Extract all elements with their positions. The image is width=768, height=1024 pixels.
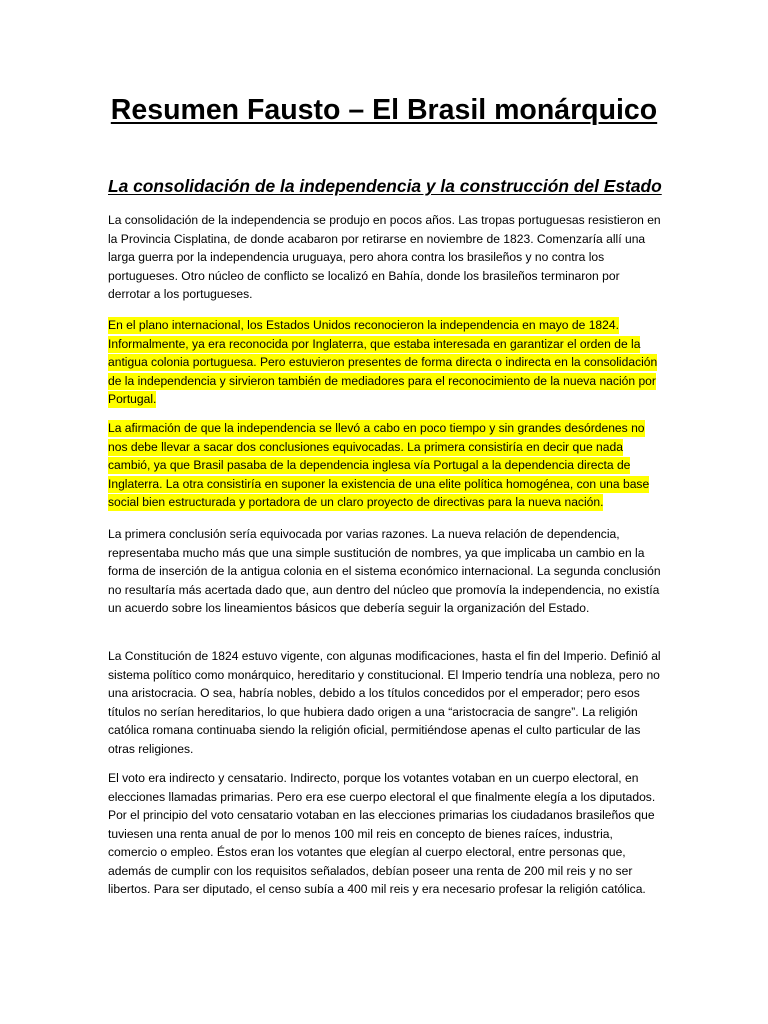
paragraph xyxy=(108,769,661,899)
paragraph xyxy=(108,647,661,758)
page-title: Resumen Fausto – El Brasil monárquico xyxy=(110,94,658,126)
paragraph-text: La consolidación de la independencia se produjo en pocos años. Las tropas portuguesas resistieron en la Provincia Cisplatina, de donde acabaron por retirarse en noviembre de 1823. Comenzaría allí una larga guerra por la independencia uruguaya, pero ahora contra los brasileños y no contra los portugueses. Otro núcleo de conflicto se localizó en Bahía, donde los brasileños terminaron por derrotar a los portugueses. xyxy=(108,213,661,301)
highlighted-paragraph xyxy=(108,316,661,409)
highlighted-paragraph xyxy=(108,419,661,512)
paragraph-text: La primera conclusión sería equivocada por varias razones. La nueva relación de dependencia, representaba mucho más que una simple sustitución de nombres, ya que implicaba un cambio en la forma de inserción de la antigua colonia en el sistema económico internacional. La segunda conclusión no resultaría más acertada dado que, aun dentro del núcleo que promovía la independencia, no existía un acuerdo sobre los lineamientos básicos que debería seguir la organización del Estado. xyxy=(108,527,661,615)
paragraph xyxy=(108,211,661,304)
paragraph xyxy=(108,525,661,618)
paragraph-text: En el plano internacional, los Estados Unidos reconocieron la independencia en mayo de 1824. Informalmente, ya era reconocida por Inglaterra, que estaba interesada en garantizar el orden de la antigua colonia portuguesa. Pero estuvieron presentes de forma directa o indirecta en la consolidación de la independencia y sirvieron también de mediadores para el reconocimiento de la nueva nación por Portugal. xyxy=(108,318,658,406)
section-heading: La consolidación de la independencia y la construcción del Estado xyxy=(108,176,662,196)
paragraph-text: La afirmación de que la independencia se llevó a cabo en poco tiempo y sin grandes desórdenes no nos debe llevar a sacar dos conclusiones equivocadas. La primera consistiría en decir que nada cambió, ya que Brasil pasaba de la dependencia inglesa vía Portugal a la dependencia directa de Inglaterra. La otra consistiría en suponer la existencia de una elite política homogénea, con una base social bien estructurada y portadora de un claro proyecto de directivas para la nueva nación. xyxy=(108,421,650,509)
paragraph-text: El voto era indirecto y censatario. Indirecto, porque los votantes votaban en un cuerpo electoral, en elecciones llamadas primarias. Pero era ese cuerpo electoral el que finalmente elegía a los diputados. Por el principio del voto censatario votaban en las elecciones primarias los ciudadanos brasileños que tuviesen una renta anual de por lo menos 100 mil reis en concepto de bienes raíces, industria, comercio o empleo. Éstos eran los votantes que elegían al cuerpo electoral, entre personas que, además de cumplir con los requisitos señalados, debían poseer una renta de 200 mil reis y no ser libertos. Para ser diputado, el censo subía a 400 mil reis y era necesario profesar la religión católica. xyxy=(108,771,656,896)
paragraph-text: La Constitución de 1824 estuvo vigente, con algunas modificaciones, hasta el fin del Imperio. Definió al sistema político como monárquico, hereditario y constitucional. El Imperio tendría una nobleza, pero no una aristocracia. O sea, habría nobles, debido a los títulos concedidos por el emperador; pero esos títulos no serían hereditarios, lo que hubiera dado origen a una “aristocracia de sangre”. La religión católica romana continuaba siendo la religión oficial, permitiéndose apenas el culto particular de las otras religiones. xyxy=(108,649,661,756)
